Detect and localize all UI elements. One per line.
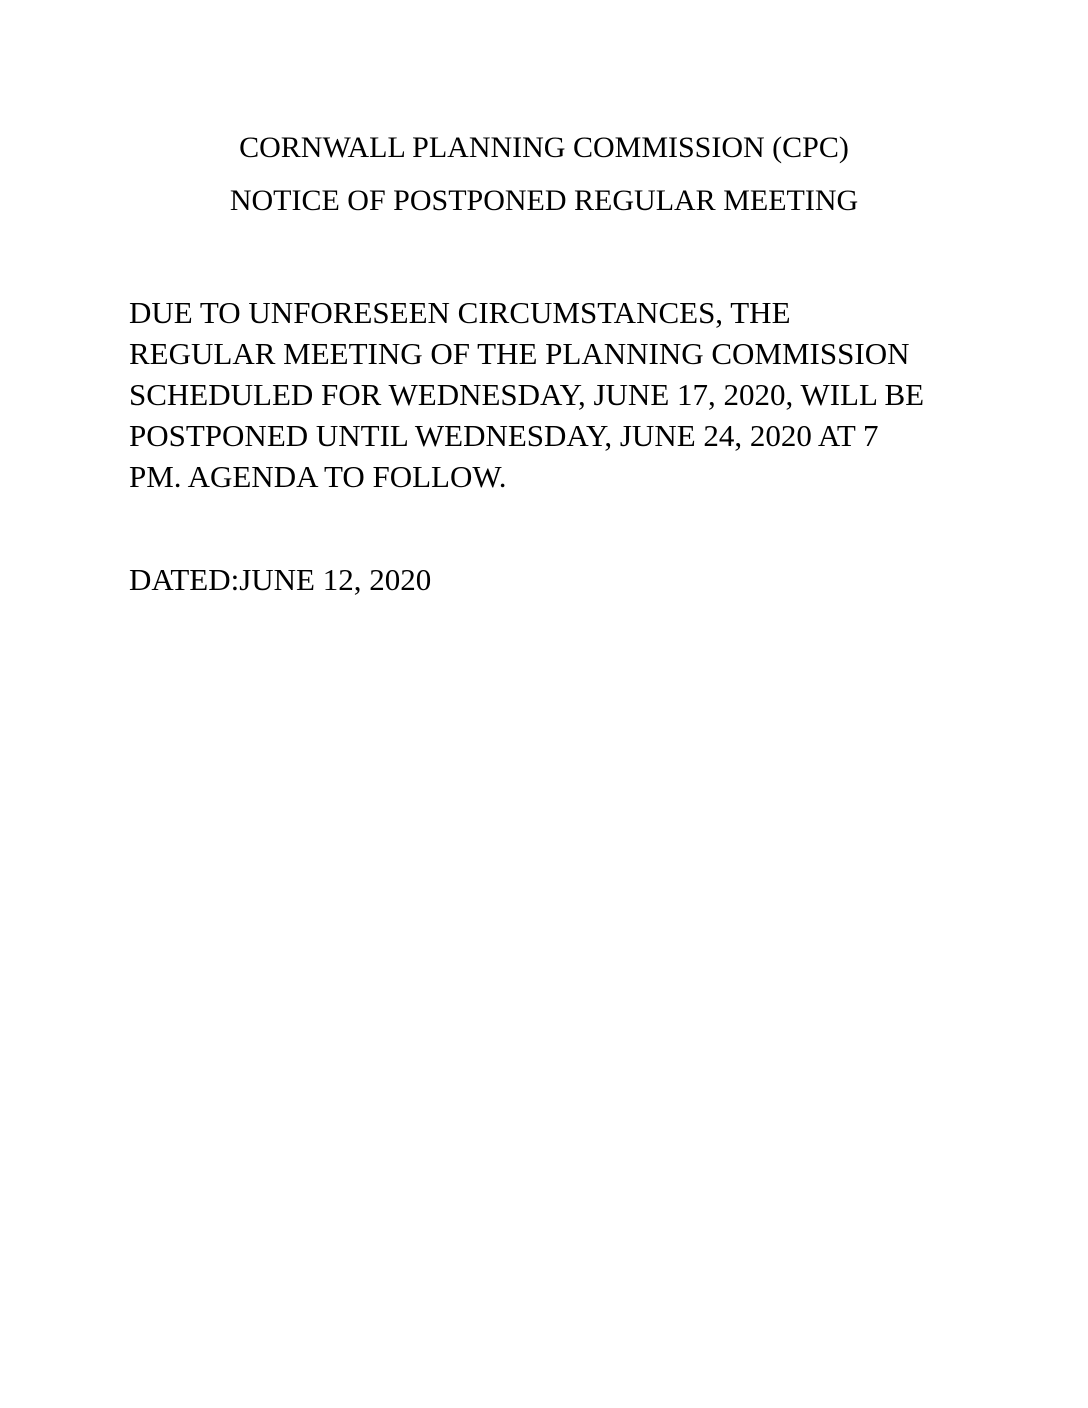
notice-line: DUE TO UNFORESEEN CIRCUMSTANCES, THE [129, 295, 791, 330]
notice-line: SCHEDULED FOR WEDNESDAY, JUNE 17, 2020, WILL BE [129, 377, 925, 412]
notice-paragraph [129, 292, 1009, 497]
commission-title: CORNWALL PLANNING COMMISSION (CPC) [239, 131, 849, 164]
notice-line: REGULAR MEETING OF THE PLANNING COMMISSION [129, 336, 910, 371]
dated-line: DATED:JUNE 12, 2020 [129, 562, 432, 597]
notice-title: NOTICE OF POSTPONED REGULAR MEETING [229, 184, 859, 217]
notice-line: PM. AGENDA TO FOLLOW. [129, 459, 507, 494]
notice-line: POSTPONED UNTIL WEDNESDAY, JUNE 24, 2020 AT 7 [129, 418, 879, 453]
